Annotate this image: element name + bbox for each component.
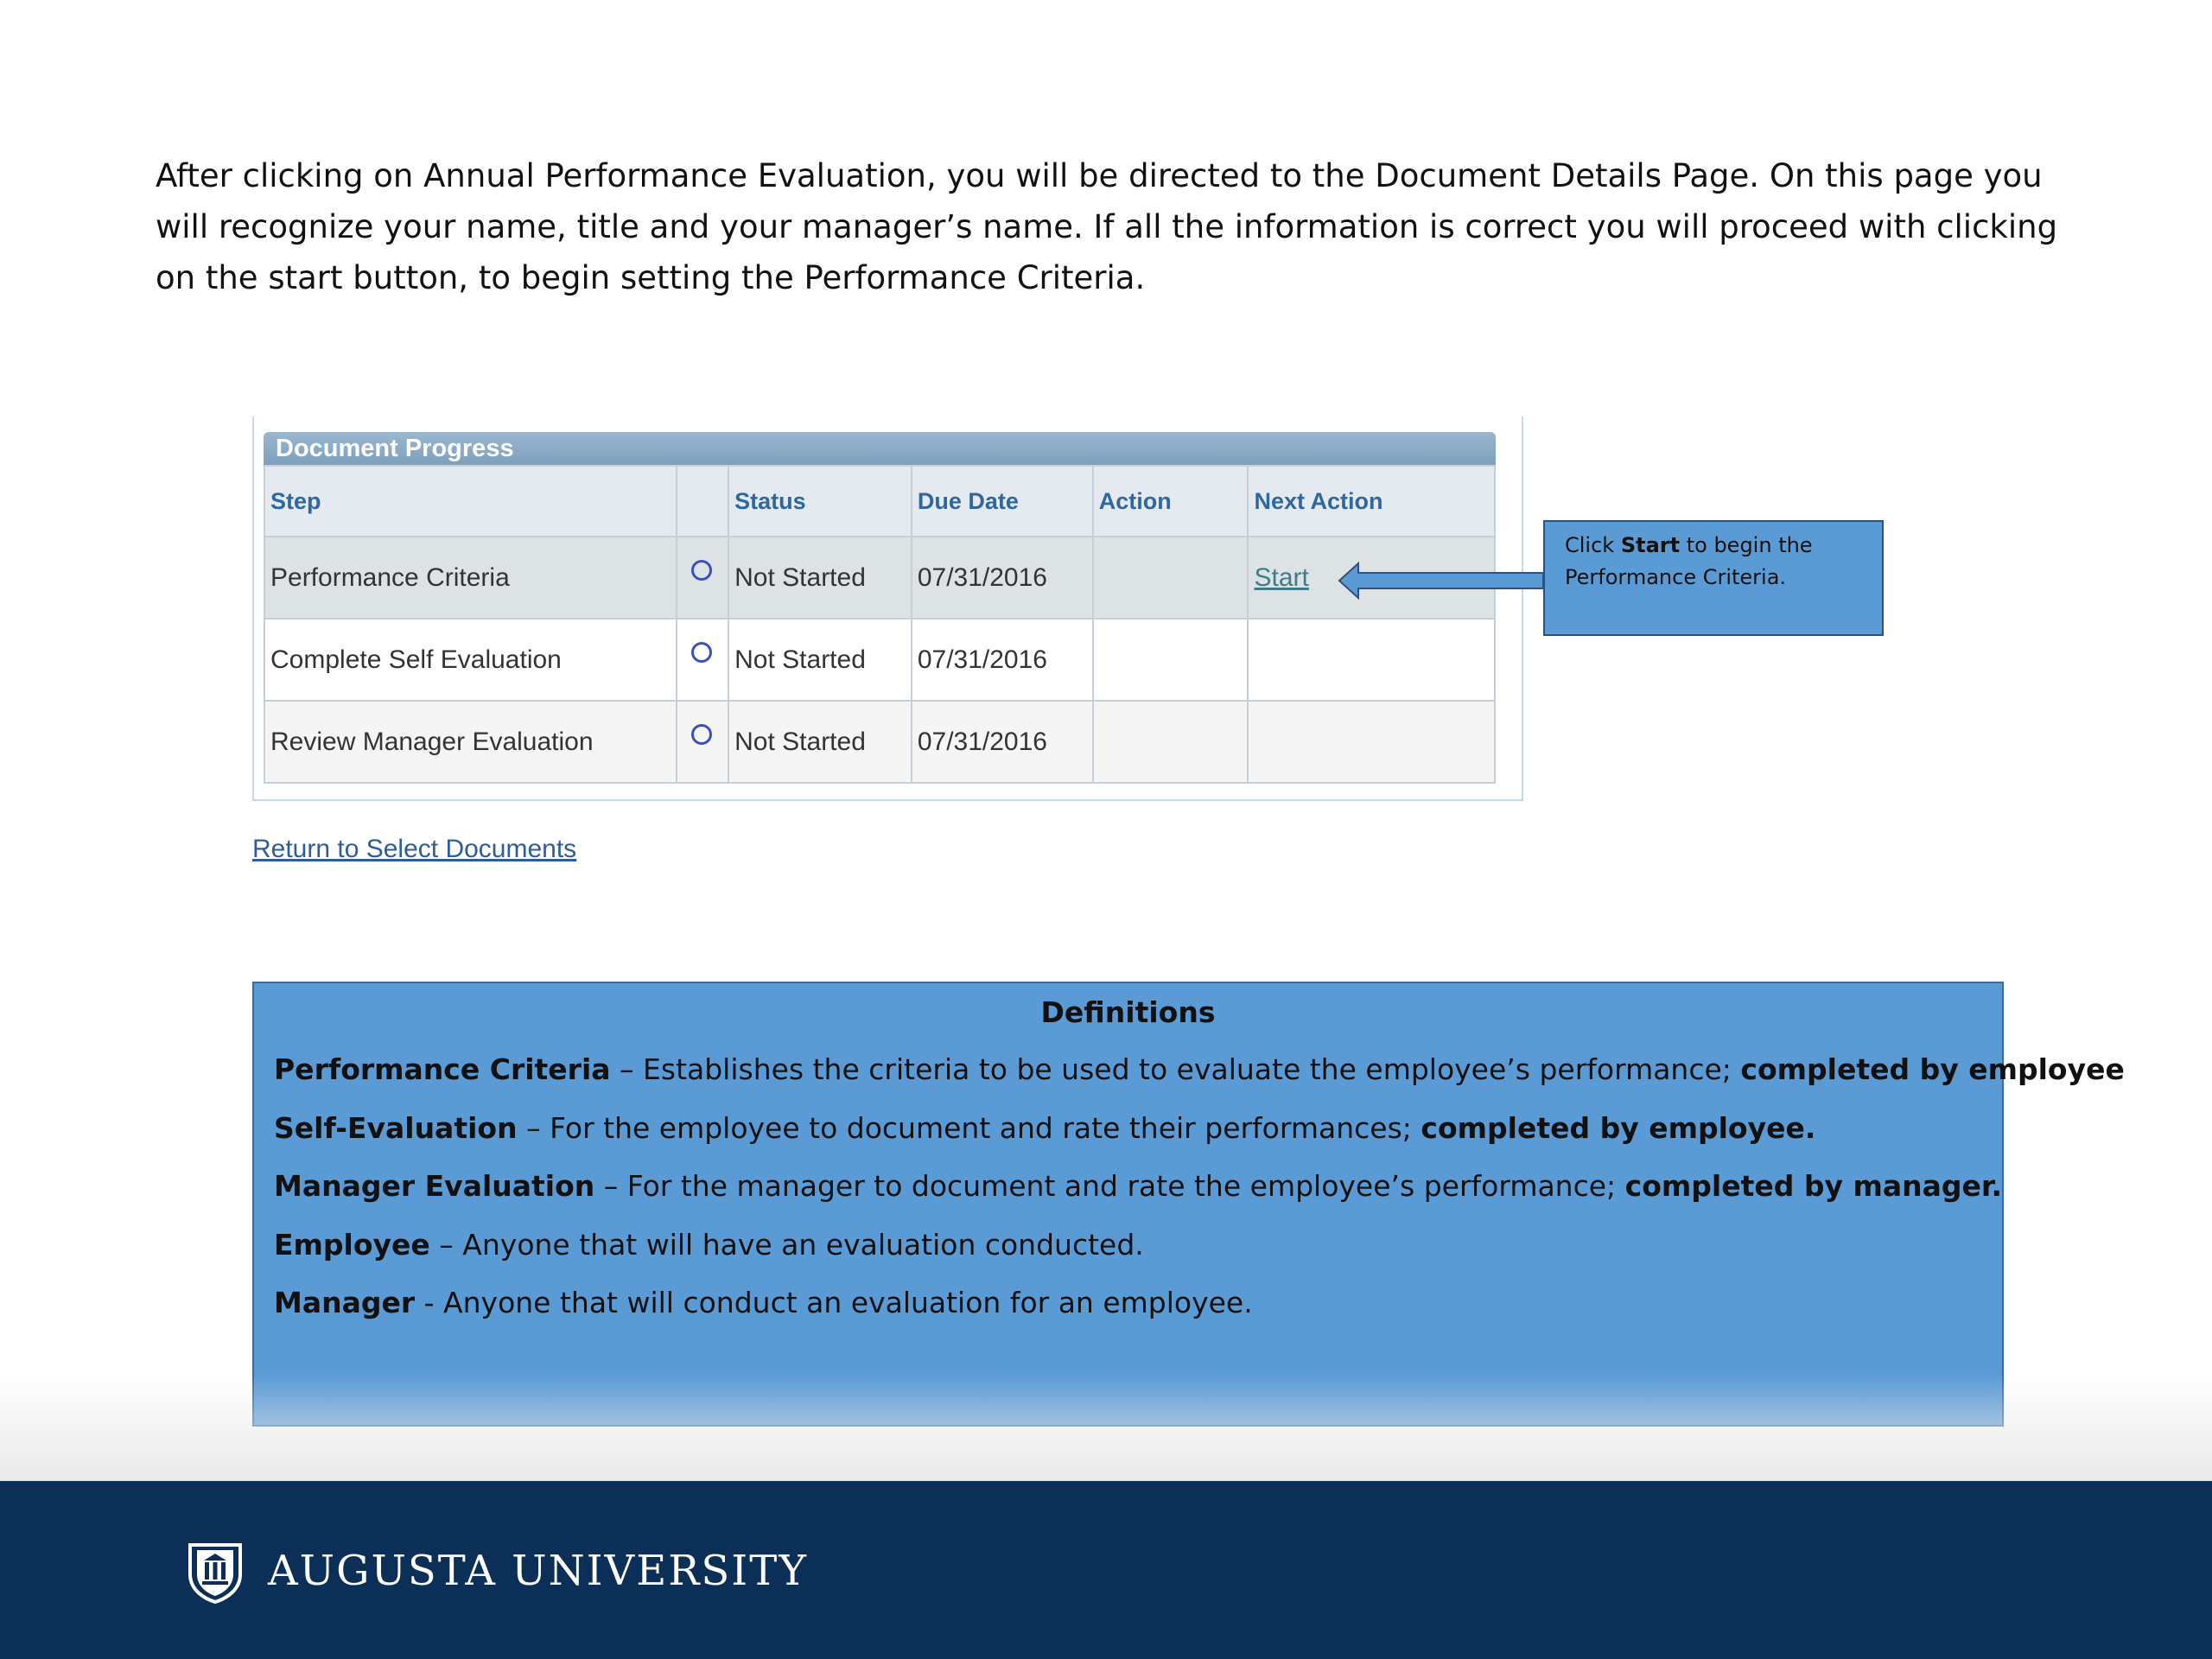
due-date-cell: 07/31/2016 [912, 537, 1093, 619]
definition-emphasis: completed by employee [1740, 1052, 2125, 1086]
status-cell: Not Started [728, 701, 912, 783]
definition-separator: – [594, 1169, 627, 1203]
start-callout [1543, 520, 1884, 636]
status-cell: Not Started [728, 619, 912, 701]
intro-paragraph: After clicking on Annual Performance Evaluation, you will be directed to the Document Details Page. On this page you will recognize your name, title and your manager’s name. If all the information is correct you will proceed with clicking on the start button, to begin setting the Performance Criteria. [156, 157, 2058, 296]
status-icon-cell [677, 701, 728, 783]
left-arrow-icon [1338, 562, 1545, 600]
action-cell [1093, 701, 1249, 783]
definition-text: Anyone that will conduct an evaluation for an employee. [443, 1286, 1253, 1319]
status-cell: Not Started [728, 537, 912, 619]
step-cell: Performance Criteria [264, 537, 677, 619]
due-date-cell: 07/31/2016 [912, 619, 1093, 701]
augusta-university-wordmark: AUGUSTA UNIVERSITY [268, 1547, 808, 1595]
document-progress-title: Document Progress [264, 432, 1496, 465]
not-started-circle-icon [691, 724, 712, 745]
not-started-circle-icon [691, 560, 712, 581]
column-header-action[interactable]: Action [1093, 466, 1249, 537]
callout-prefix: Click [1565, 533, 1621, 557]
definition-separator: – [610, 1052, 644, 1086]
callout-bold: Start [1620, 533, 1681, 557]
callout-suffix: to begin the Performance Criteria. [1565, 533, 1813, 589]
definition-emphasis: completed by manager. [1624, 1169, 2003, 1203]
column-header-status-icon [677, 466, 728, 537]
definition-text: Anyone that will have an evaluation conducted. [462, 1228, 1144, 1262]
definition-term: Self-Evaluation [274, 1111, 518, 1145]
definition-text: Establishes the criteria to be used to evaluate the employee’s performance; [643, 1052, 1741, 1086]
definition-term: Performance Criteria [274, 1052, 611, 1086]
definition-text: For the employee to document and rate their performances; [550, 1111, 1421, 1145]
column-header-status[interactable]: Status [728, 466, 912, 537]
definition-term: Employee [274, 1228, 430, 1262]
footer-fade [0, 1374, 2212, 1481]
definition-term: Manager [274, 1286, 416, 1319]
definition-separator: – [517, 1111, 550, 1145]
action-cell [1093, 537, 1249, 619]
status-icon-cell [677, 537, 728, 619]
start-link[interactable]: Start [1254, 563, 1309, 592]
definition-item [274, 1051, 2125, 1089]
not-started-circle-icon [691, 642, 712, 663]
table-row [264, 537, 1495, 619]
step-cell: Review Manager Evaluation [264, 701, 677, 783]
action-cell [1093, 619, 1249, 701]
table-row [264, 701, 1495, 783]
definition-term: Manager Evaluation [274, 1169, 595, 1203]
step-cell: Complete Self Evaluation [264, 619, 677, 701]
status-icon-cell [677, 619, 728, 701]
definition-separator: - [415, 1286, 444, 1319]
table-row [264, 619, 1495, 701]
definition-separator: – [429, 1228, 463, 1262]
definition-item [274, 1167, 2002, 1205]
next-action-cell [1248, 619, 1495, 701]
definition-emphasis: completed by employee. [1421, 1111, 1816, 1145]
column-header-next-action[interactable]: Next Action [1248, 466, 1495, 537]
document-progress-table [264, 465, 1496, 784]
column-header-step[interactable]: Step [264, 466, 677, 537]
definitions-title: Definitions [1040, 995, 1216, 1029]
definition-item [274, 1284, 1253, 1322]
definition-text: For the manager to document and rate the employee’s performance; [626, 1169, 1625, 1203]
definition-item [274, 1226, 1144, 1264]
definitions-box [252, 982, 2125, 1427]
due-date-cell: 07/31/2016 [912, 701, 1093, 783]
definition-item [274, 1109, 1815, 1147]
table-header-row [264, 466, 1495, 537]
column-header-due-date[interactable]: Due Date [912, 466, 1093, 537]
augusta-shield-icon [187, 1541, 244, 1604]
return-to-select-documents-link[interactable]: Return to Select Documents [252, 835, 577, 863]
next-action-cell [1248, 701, 1495, 783]
